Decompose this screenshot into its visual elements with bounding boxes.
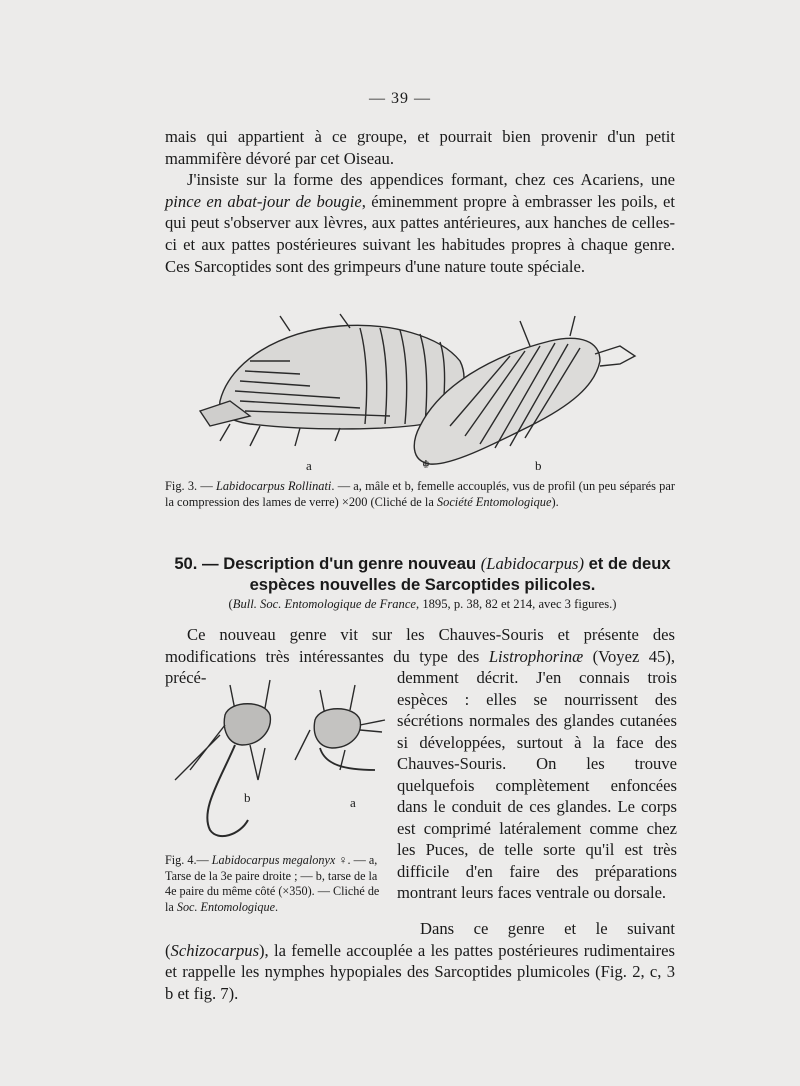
figure-4-illustration [170,670,395,850]
emphasis-schizocarpus: Schizocarpus [170,940,260,960]
emphasis-listrophorinae: Listrophorinæ [488,646,584,666]
genus-name: (Labidocarpus) [480,554,584,573]
figure-4-caption: Fig. 4.— Labidocarpus megalonyx ♀. — a, Tarse de la 3e paire droite ; — b, tarse de la 4e paire du même côté (×350). — Cliché de la Soc. Entomologique. [165,853,380,914]
species-name: Labidocarpus Rollinati [215,479,332,493]
figure-3-label-a: a [306,458,312,473]
figure-4-label-b: b [244,790,251,805]
monogram-mark: ☬ [422,459,430,471]
figure-4-label-a: a [350,795,356,810]
paragraph-4: Dans ce genre et le suivant (Schizocarpus), la femelle accouplée a les pattes postérieures rudimentaires et rappelle les nymphes hypopiales des Sarcoptides plumicoles (Fig. 2, c, 3 b et fig. 7). [165,919,675,1003]
page-number: — 39 — [369,90,431,107]
figure-3-illustration [190,306,650,476]
intro-text [165,126,675,277]
section-reference: (Bull. Soc. Entomologique de France, 1895, p. 38, 82 et 214, avec 3 figures.) [228,597,617,611]
paragraph-2: J'insiste sur la forme des appendices formant, chez ces Acariens, une pince en abat-jour de bougie, éminemment propre à embrasser les poils, et qui peut s'observer aux lèvres, aux pattes antérieures, aux hanches de celles-ci et aux pattes postérieures suivant les habitudes propres à chaque genre. Ces Sarcoptides sont des grimpeurs d'une nature toute spéciale. [165,170,675,276]
figure-3-caption: Fig. 3. — Labidocarpus Rollinati. — a, mâle et b, femelle accouplés, vus de profil (un peu séparés par la compression des lames de verre) ×200 (Cliché de la Société Entomologique). [165,479,675,509]
source-name: Société Entomologique [436,495,552,509]
paragraph-3-continuation: demment décrit. J'en connais trois espèces : elles se nourrissent des sécrétions normales des glandes cutanées si développées, surtout à la face des Chauves-Souris. On les trouve quelquefois complètement enfoncées dans le conduit de ces glandes. Le corps est comprimé latéralement comme chez les Puces, de telle sorte qu'il est très difficile d'en faire des préparations montrant leurs faces ventrale ou dorsale. [397,668,677,902]
source-name: Soc. Entomologique [176,899,276,914]
paragraph-1: mais qui appartient à ce groupe, et pourrait bien provenir d'un petit mammifère dévoré par cet Oiseau. [165,127,675,168]
species-name: Labidocarpus megalonyx [211,853,336,867]
figure-3-label-b: b [535,458,542,473]
paragraph-3: Ce nouveau genre vit sur les Chauves-Souris et présente des modifications très intéressantes du type des Listrophorinæ (Voyez 45), précé- [165,625,675,688]
emphasis-pince: pince en abat-jour de bougie [165,191,362,211]
section-heading: 50. — Description d'un genre nouveau (Labidocarpus) et de deux espèces nouvelles de Sarcoptides pilicoles. [174,554,671,594]
